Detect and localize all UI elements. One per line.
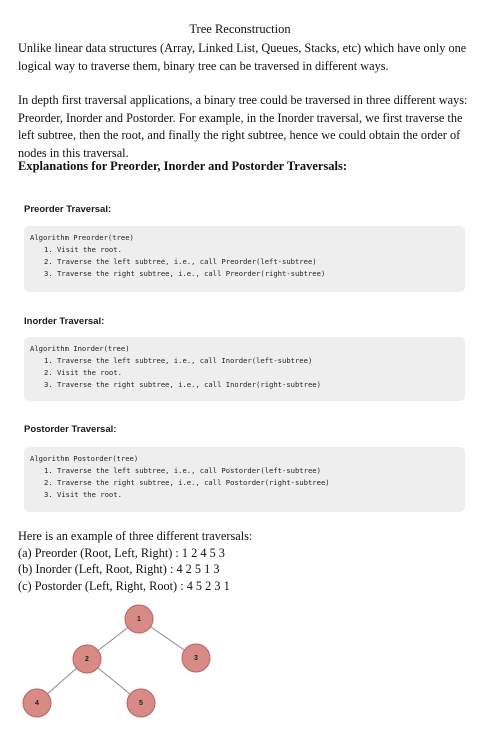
code-line: 2. Traverse the right subtree, i.e., call Postorder(right-subtree) [44, 478, 330, 487]
tree-node-5 [127, 689, 155, 717]
example-intro: Here is an example of three different traversals: [18, 529, 253, 543]
example-line-inorder: (b) Inorder (Left, Root, Right) : 4 2 5 1 3 [18, 562, 220, 576]
tree-node-3 [182, 644, 210, 672]
code-line: 2. Visit the root. [44, 368, 122, 377]
code-line: 2. Traverse the left subtree, i.e., call Preorder(left-subtree) [44, 257, 317, 266]
tree-node-2 [73, 645, 101, 673]
explanations-heading: Explanations for Preorder, Inorder and Postorder Traversals: [18, 159, 348, 173]
preorder-heading: Preorder Traversal: [24, 204, 112, 215]
code-line: 1. Traverse the left subtree, i.e., call Inorder(left-subtree) [44, 356, 313, 365]
document-title: Tree Reconstruction [189, 22, 291, 36]
node-label: 2 [85, 655, 89, 663]
inorder-code-block [24, 337, 465, 401]
code-line: 3. Traverse the right subtree, i.e., call Preorder(right-subtree) [44, 269, 326, 278]
example-line-postorder: (c) Postorder (Left, Right, Root) : 4 5 2 3 1 [18, 578, 230, 593]
postorder-heading: Postorder Traversal: [24, 424, 117, 435]
tree-node-4 [23, 689, 51, 717]
node-label: 5 [139, 699, 143, 707]
tree-node-1 [125, 605, 153, 633]
node-label: 3 [194, 654, 198, 662]
preorder-code-block [24, 226, 465, 292]
code-line: Algorithm Inorder(tree) [30, 344, 130, 353]
example-line-preorder: (a) Preorder (Root, Left, Right) : 1 2 4 5 3 [18, 545, 225, 560]
code-line: 1. Visit the root. [44, 245, 122, 254]
inorder-heading: Inorder Traversal: [24, 316, 105, 327]
code-line: Algorithm Postorder(tree) [30, 454, 139, 463]
code-line: Algorithm Preorder(tree) [30, 233, 134, 242]
node-label: 1 [137, 615, 141, 623]
node-label: 4 [35, 699, 39, 707]
postorder-code-block [24, 447, 465, 512]
intro-paragraph: Unlike linear data structures (Array, Linked List, Queues, Stacks, etc) which have only one logical way to traverse them, binary tree can be traversed in different ways. [18, 41, 467, 73]
binary-tree-diagram [0, 600, 480, 745]
code-line: 3. Visit the root. [44, 490, 122, 499]
dfs-paragraph: In depth first traversal applications, a binary tree could be traversed in three different ways: Preorder, Inorder and Postorder. For example, in the Inorder traversal, we first traverse the left subtree, then the root, and finally the right subtree, hence we could obtain the order of nodes in this traversal. [18, 93, 468, 160]
code-line: 3. Traverse the right subtree, i.e., call Inorder(right-subtree) [44, 380, 321, 389]
traversal-example [18, 528, 470, 594]
code-line: 1. Traverse the left subtree, i.e., call Postorder(left-subtree) [44, 466, 321, 475]
